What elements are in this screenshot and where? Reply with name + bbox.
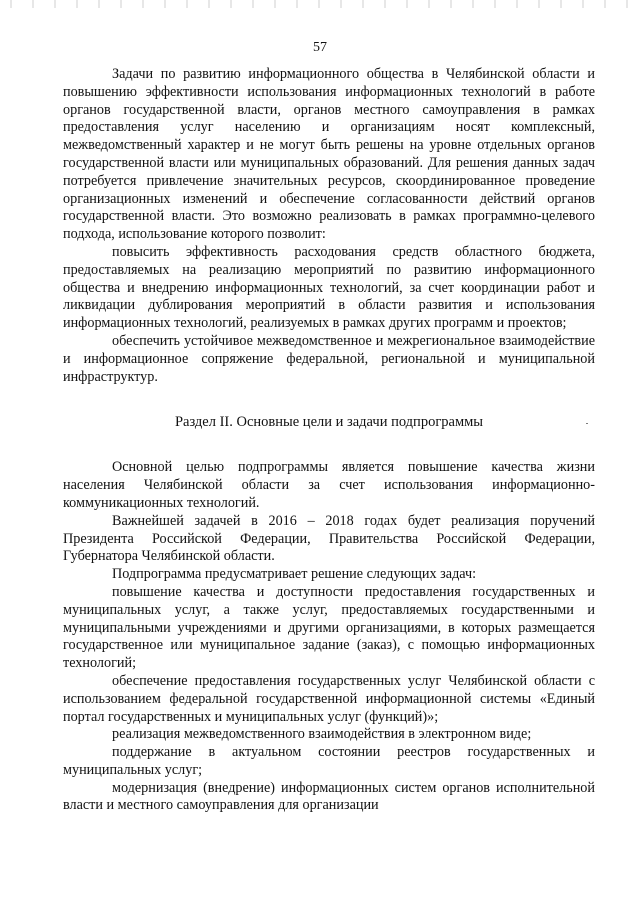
- paragraph-infrastructure-interaction: обеспечить устойчивое межведомственное и межрегиональное взаимодействие и информационное сопряжение федеральной, региональной и муниципальной инфраструктур.: [63, 332, 595, 385]
- page-number: 57: [313, 40, 327, 55]
- paragraph-system-modernization: модернизация (внедрение) информационных систем органов исполнительной власти и местного самоуправления для организации: [63, 779, 595, 814]
- section-title: Раздел II. Основные цели и задачи подпрограммы: [174, 414, 484, 431]
- paragraph-electronic-interaction: реализация межведомственного взаимодействия в электронном виде;: [112, 726, 532, 743]
- paragraph-budget-efficiency: повысить эффективность расходования средств областного бюджета, предоставляемых на реализацию мероприятий по развитию информационного общества и внедрению информационных технологий, за счет координации работ и ликвидации дублирования мероприятий в области развития и использования информационных технологий, реализуемых в рамках других программ и проектов;: [63, 243, 595, 332]
- paragraph-single-portal: обеспечение предоставления государственных услуг Челябинской области с использованием федеральной государственной информационной системы «Единый портал государственных и муниципальных услуг (функций)»;: [63, 672, 595, 725]
- scan-speck: [586, 423, 588, 424]
- paragraph-main-goal: Основной целью подпрограммы является повышение качества жизни населения Челябинской области за счет использования информационно-коммуникационных технологий.: [63, 459, 595, 511]
- paragraph-important-task: Важнейшей задачей в 2016 – 2018 годах будет реализация поручений Президента Российской Федерации, Правительства Российской Федерации, Губернатора Челябинской области.: [63, 512, 595, 565]
- paragraph-information-society-tasks: Задачи по развитию информационного общества в Челябинской области и повышению эффективности использования информационных технологий в работе органов государственной власти, органов местного самоуправления в рамках предоставления услуг населению и организациям носят комплексный, межведомственный характер и не могут быть решены на уровне отдельных органов государственной власти или муниципальных образований. Для решения данных задач потребуется привлечение значительных ресурсов, скоординированное проведение организационных изменений и обеспечение согласованности действий органов государственной власти. Это возможно реализовать в рамках программно-целевого подхода, использование которого позволит:: [63, 66, 595, 243]
- paragraph-service-quality: повышение качества и доступности предоставления государственных и муниципальных услуг, а также услуг, предоставляемых государственными и муниципальными учреждениями и другими организациями, в которых размещается государственное или муниципальное задание (заказ), с помощью информационных технологий;: [63, 583, 595, 672]
- paragraph-service-registers: поддержание в актуальном состоянии реестров государственных и муниципальных услуг;: [63, 744, 595, 778]
- paragraph-tasks-intro: Подпрограмма предусматривает решение следующих задач:: [112, 566, 477, 583]
- scan-edge-noise: [0, 0, 640, 8]
- document-body: [63, 66, 595, 815]
